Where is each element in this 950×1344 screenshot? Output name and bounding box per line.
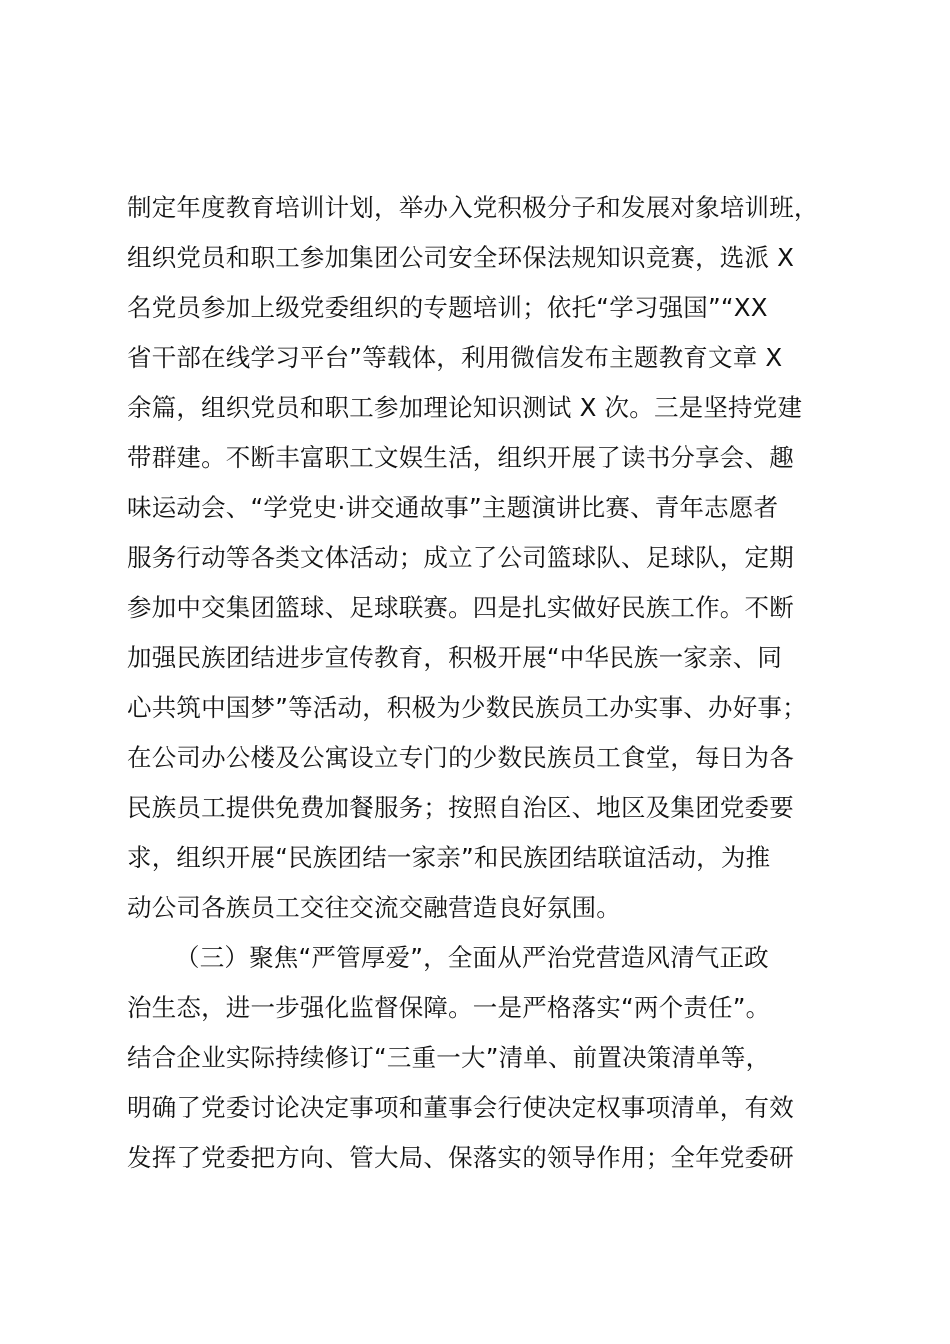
text-line: 省干部在线学习平台”等载体，利用微信发布主题教育文章 X xyxy=(127,343,783,372)
text-line: 发挥了党委把方向、管大局、保落实的领导作用；全年党委研 xyxy=(127,1143,794,1172)
text-line: 求，组织开展“民族团结一家亲”和民族团结联谊活动，为推 xyxy=(127,843,771,872)
text-line: 动公司各族员工交往交流交融营造良好氛围。 xyxy=(127,893,621,922)
text-line: 加强民族团结进步宣传教育，积极开展“中华民族一家亲、同 xyxy=(127,643,783,672)
text-line: 余篇，组织党员和职工参加理论知识测试 X 次。三是坚持党建 xyxy=(127,393,803,422)
text-line: 组织党员和职工参加集团公司安全环保法规知识竞赛，选派 X xyxy=(127,243,795,272)
text-line: 制定年度教育培训计划，举办入党积极分子和发展对象培训班， xyxy=(127,193,819,222)
text-line: 治生态，进一步强化监督保障。一是严格落实“两个责任”。 xyxy=(127,993,771,1022)
text-line: 带群建。不断丰富职工文娱生活，组织开展了读书分享会、趣 xyxy=(127,443,794,472)
text-line: 心共筑中国梦”等活动，积极为少数民族员工办实事、办好事； xyxy=(127,693,807,722)
text-line: 参加中交集团篮球、足球联赛。四是扎实做好民族工作。不断 xyxy=(127,593,794,622)
section-heading-line: （三）聚焦“严管厚爱”，全面从严治党营造风清气正政 xyxy=(175,943,769,972)
text-line: 民族员工提供免费加餐服务；按照自治区、地区及集团党委要 xyxy=(127,793,794,822)
text-line: 在公司办公楼及公寓设立专门的少数民族员工食堂，每日为各 xyxy=(127,743,794,772)
text-line: 服务行动等各类文体活动；成立了公司篮球队、足球队，定期 xyxy=(127,543,794,572)
text-line: 名党员参加上级党委组织的专题培训；依托“学习强国”“XX xyxy=(127,293,768,322)
text-line: 结合企业实际持续修订“三重一大”清单、前置决策清单等， xyxy=(127,1043,771,1072)
text-line: 明确了党委讨论决定事项和董事会行使决定权事项清单，有效 xyxy=(127,1093,794,1122)
body-text xyxy=(127,183,857,1183)
text-line: 味运动会、“学党史·讲交通故事”主题演讲比赛、青年志愿者 xyxy=(127,493,779,522)
